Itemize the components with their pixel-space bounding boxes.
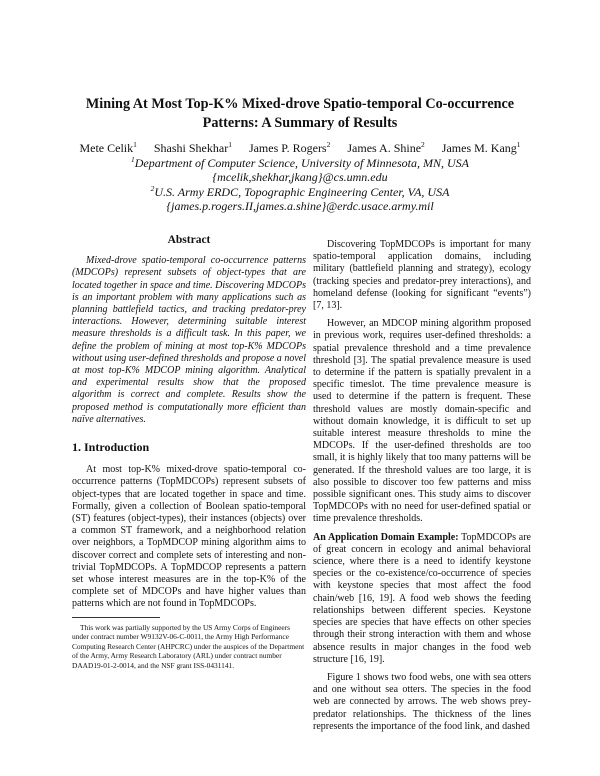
author: James P. Rogers$^2$ (248, 140, 331, 155)
left-column (72, 234, 306, 671)
author-names (40, 141, 560, 156)
author: Mete Celik$^1$ (79, 140, 137, 155)
author: James A. Shine$^2$ (347, 140, 425, 155)
application-example-paragraph: An Application Domain Example: TopMDCOPs are of great concern in ecology and animal behavioral science, where there is a need to identify keystone species or the co-existence/co-occurrence of species with keystone species that most affect the food chain/web [16, 19]. A food web shows the feeding relationships between different species. Keystone species are species that have effects on other species through their strong interaction with them and whose absence results in major changes in the food web structure [16, 19]. (313, 531, 531, 665)
section-heading-introduction: 1. Introduction (72, 440, 150, 455)
affiliation-2-email: {james.p.rogers.II,james.a.shine}@erdc.usace.army.mil (166, 199, 434, 213)
affiliation-2: $^2$U.S. Army ERDC, Topographic Engineering Center, VA, USA (150, 183, 450, 199)
body-paragraph: Figure 1 shows two food webs, one with sea otters and one without sea otters. The species in the food web are connected by arrows. The web shows prey-predator relationships. The thickness of the lines represents the importance of the food link, and dashed (313, 671, 531, 732)
author: Shashi Shekhar$^1$ (153, 140, 232, 155)
paper-title: Mining At Most Top-K% Mixed-drove Spatio-temporal Co-occurrence Patterns: A Summary of Results (85, 96, 515, 131)
application-example-label: An Application Domain Example: (313, 531, 459, 543)
body-paragraph: Discovering TopMDCOPs is important for many spatio-temporal application domains, including military (battlefield planning and strategy), ecology (tracking species and predator-prey interactions), and homeland defense (looking for significant “events”) [7, 13]. (313, 239, 531, 312)
author: James M. Kang$^1$ (441, 140, 521, 155)
author-block (40, 141, 560, 214)
intro-paragraph: At most top-K% mixed-drove spatio-temporal co-occurrence patterns (TopMDCOPs) represent subsets of object-types that are located together in space and time. Formally, given a collection of Boolean spatio-temporal (ST) features (object-types), their instances (objects) over a common ST framework, and a neighborhood relation over neighbors, a TopMDCOP mining algorithm aims to discover correct and complete sets of interesting and non-trivial TopMDCOPs. A TopMDCOP represents a pattern set whose interest measures are in the top-K% of the complete set of MDCOPs and have higher values than patterns which are not found in TopMDCOPs. (72, 464, 306, 610)
abstract-heading: Abstract (167, 234, 211, 246)
affiliation-1-email: {mcelik,shekhar,jkang}@cs.umn.edu (212, 170, 388, 184)
footnote: This work was partially supported by the US Army Corps of Engineers under contract number W9132V-06-C-0011, the Army High Performance Computing Research Center (AHPCRC) under the auspices of the Department of the Army, Army Research Laboratory (ARL) under contract number DAAD19-01-2-0014, and the NSF grant ISS-0431141. (72, 622, 305, 671)
abstract-text: Mixed-drove spatio-temporal co-occurrence patterns (MDCOPs) represent subsets of object-types that are located together in space and time. Discovering MDCOPs is an important problem with many applications such as planning battlefield tactics, and tracking predator-prey interactions. However, determining suitable interest measure thresholds is a difficult task. In this paper, we define the problem of mining at most top-K% MDCOPs without using user-defined thresholds and propose a novel at most top-K% MDCOP mining algorithm. Analytical and experimental results show that the proposed algorithm is correct and complete. Results show the proposed method is computationally more efficient than naïve alternatives. (72, 255, 306, 425)
affiliation-1: $^1$Department of Computer Science, University of Minnesota, MN, USA (130, 154, 470, 170)
body-paragraph: However, an MDCOP mining algorithm proposed in previous work, requires user-defined thresholds: a spatial prevalence threshold and a time prevalence threshold [3]. The spatial prevalence measure is used to determine if the pattern is spatially prevalent in a specific timeslot. The time prevalence measure is used to determine if the pattern is frequent. These threshold values are mostly domain-specific and without domain knowledge, it is difficult to set up suitable interest measure thresholds to mine the MDCOPs. If the user-defined thresholds are too small, it is highly likely that too many patterns will be generated. If the threshold values are too large, it is also possible to discover too few patterns and miss possible significant ones. This study aims to discover TopMDCOPs with no need for user-defined spatial or time prevalence thresholds. (313, 318, 531, 525)
footnote-divider (72, 617, 160, 618)
right-column (313, 239, 531, 739)
